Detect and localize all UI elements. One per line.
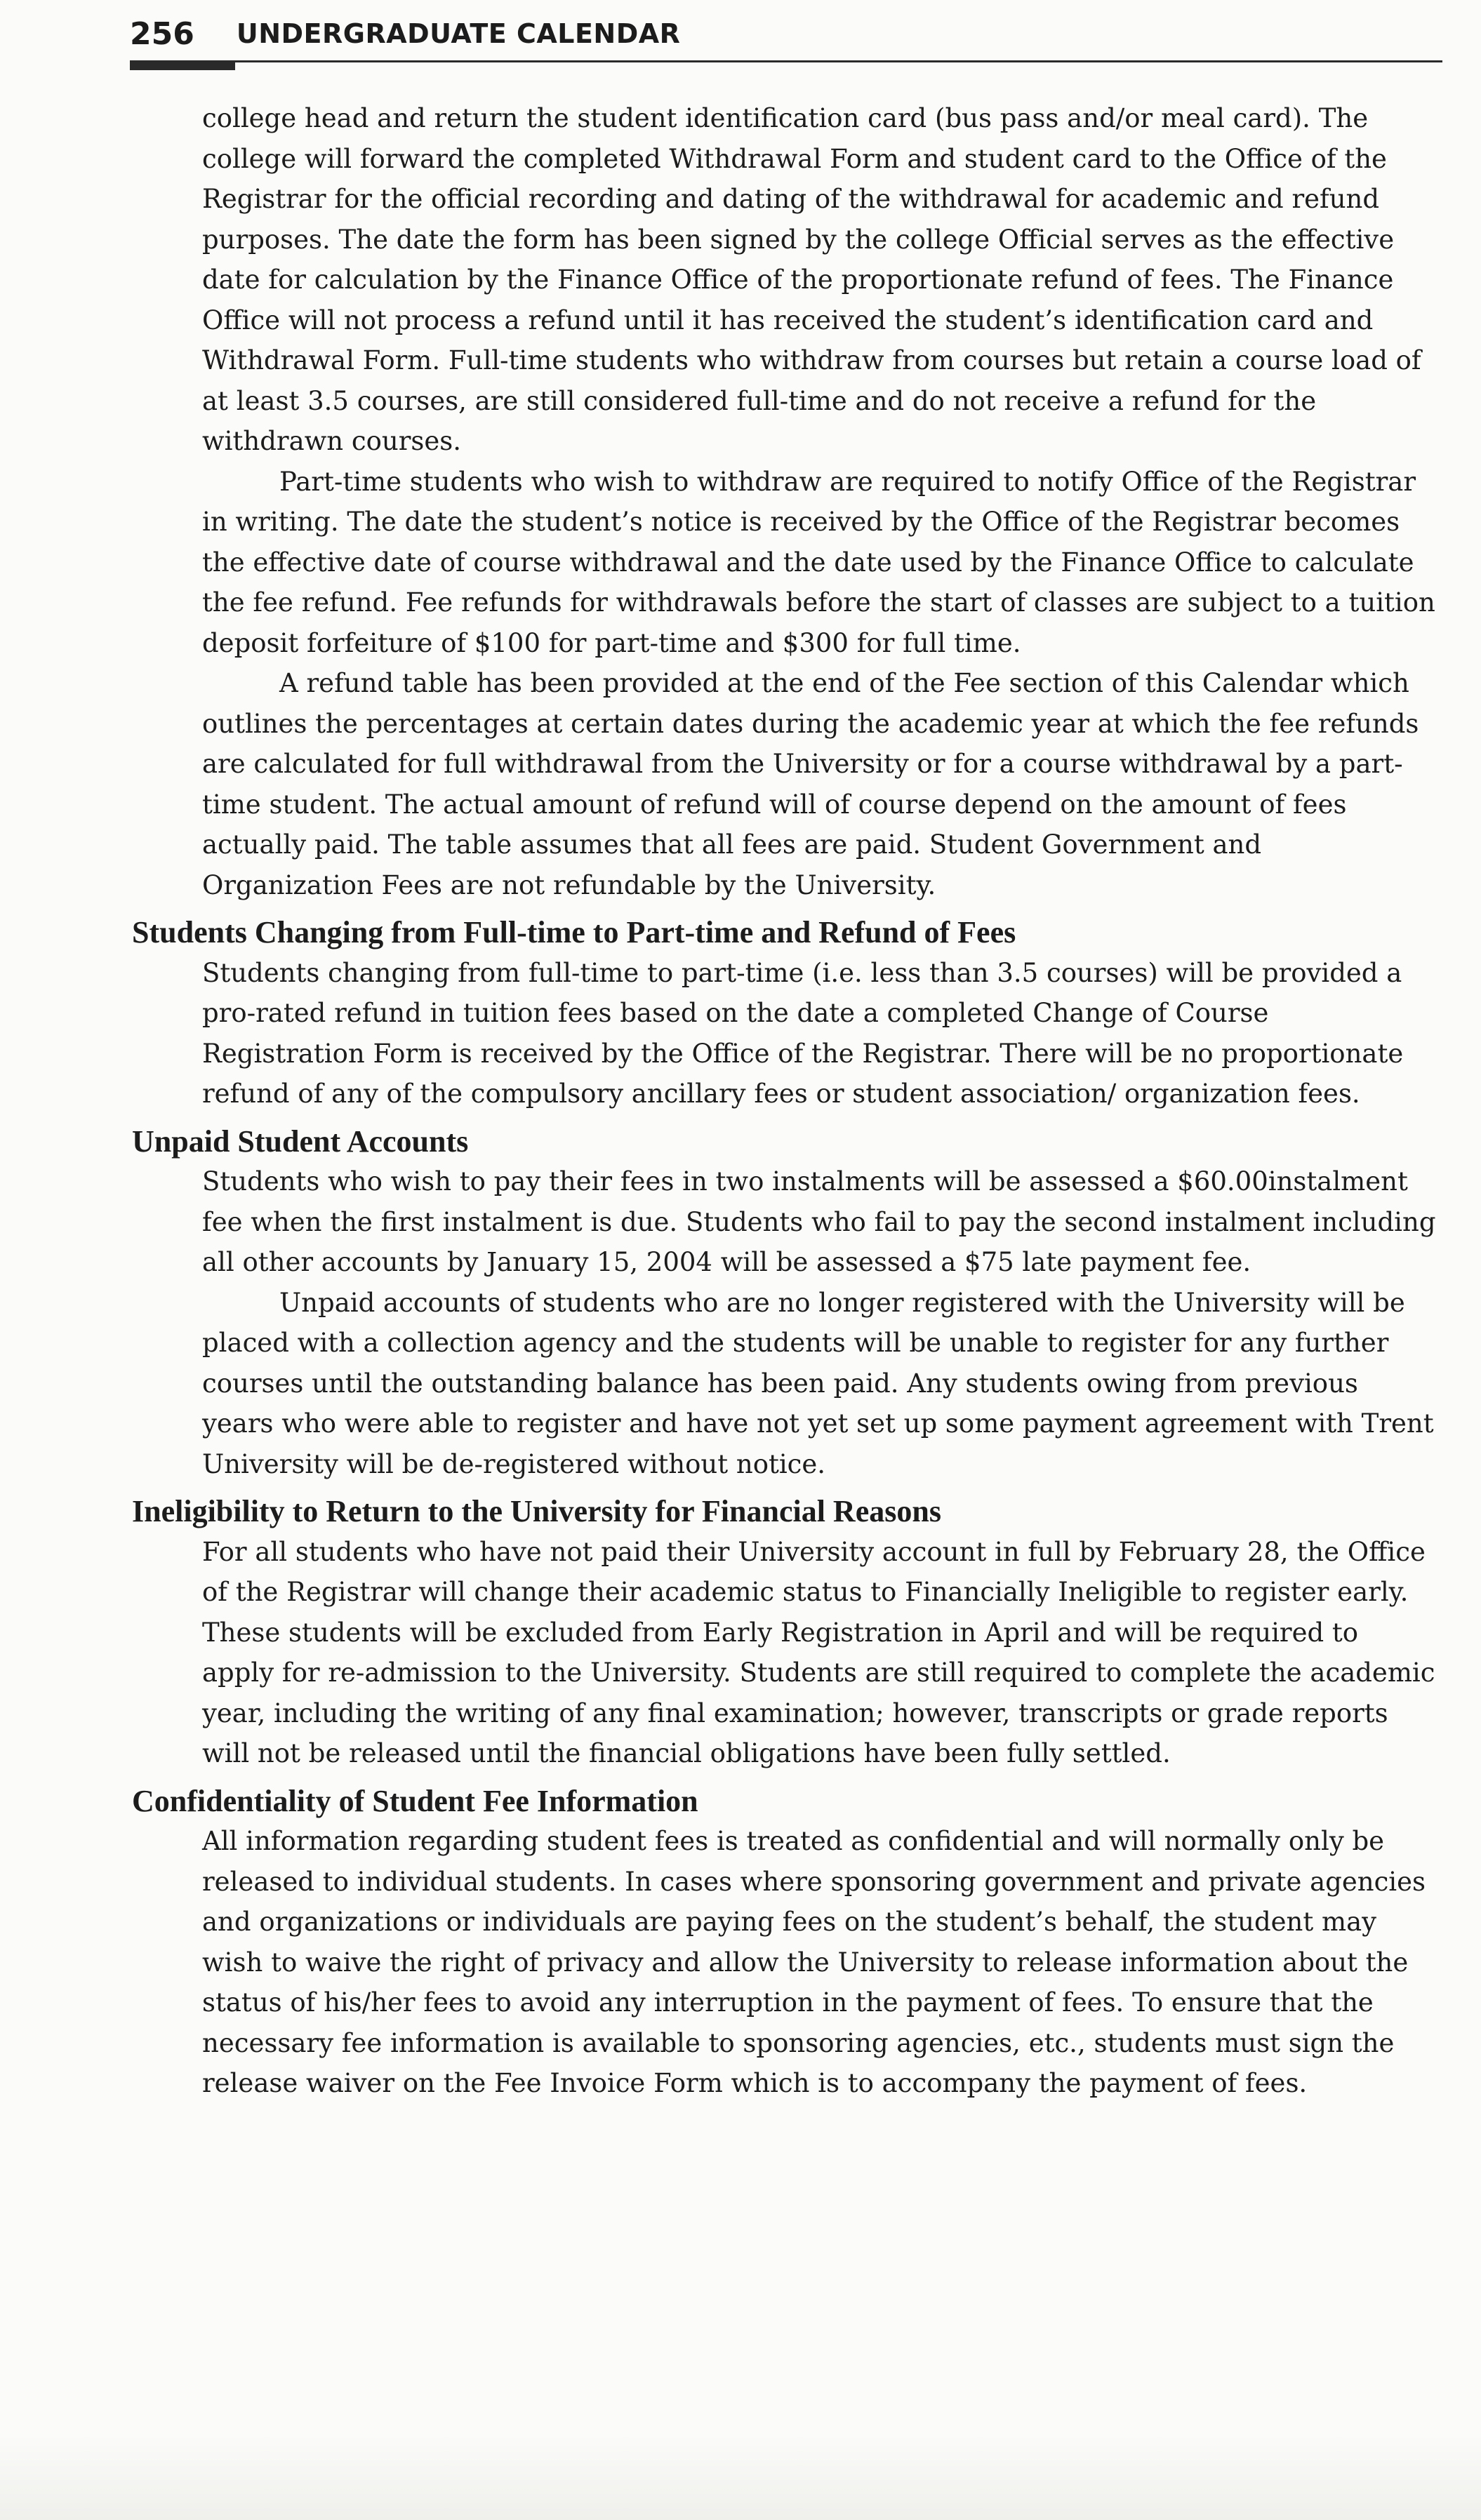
section-paragraph: All information regarding student fees is treated as confidential and will normally only be released to individual students. In cases where sponsoring government and private agencies and organizations or individuals are paying fees on the student’s behalf, the student may wish to waive the right of privacy and allow the University to release information about the status of his/her fees to avoid any interruption in the payment of fees. To ensure that the necessary fee information is available to sponsoring agencies, etc., students must sign the release waiver on the Fee Invoice Form which is to accompany the payment of fees. — [202, 1826, 1426, 2098]
section-heading: Confidentiality of Student Fee Information — [132, 1783, 698, 1818]
section-heading: Students Changing from Full-time to Part-time and Refund of Fees — [132, 915, 1016, 949]
intro-paragraph-2: Part-time students who wish to withdraw are required to notify Office of the Registrar in writing. The date the student’s notice is received by the Office of the Registrar becomes the effective date of course withdrawal and the date used by the Finance Office to calculate the fee refund. Fee refunds for withdrawals before the start of classes are subject to a tuition deposit forfeiture of $100 for part-time and $300 for full time. — [202, 466, 1435, 658]
section-confidentiality — [132, 1781, 1437, 2104]
section-paragraph: Students who wish to pay their fees in two instalments will be assessed a $60.00instalment fee when the first instalment is due. Students who fail to pay the second instalment including all other accounts by January 15, 2004 will be assessed a $75 late payment fee. — [202, 1166, 1436, 1277]
section-ineligibility — [132, 1491, 1437, 1774]
section-heading: Ineligibility to Return to the University for Financial Reasons — [132, 1494, 941, 1528]
page-content — [132, 98, 1437, 2104]
header-rule — [130, 60, 1442, 62]
header-rule-accent — [130, 60, 235, 70]
section-paragraph: Unpaid accounts of students who are no longer registered with the University will be placed with a collection agency and the students will be unable to register for any further courses until the outstanding balance has been paid. Any students owing from previous years who were able to register and have not yet set up some payment agreement with Trent University will be de-registered without notice. — [202, 1287, 1434, 1479]
intro-paragraph-1: college head and return the student identification card (bus pass and/or meal card). The college will forward the completed Withdrawal Form and student card to the Office of the Registrar for the official recording and dating of the withdrawal for academic and refund purposes. The date the form has been signed by the college Official serves as the effective date for calculation by the Finance Office of the proportionate refund of fees. The Finance Office will not process a refund until it has received the student’s identification card and Withdrawal Form. Full-time students who withdraw from courses but retain a course load of at least 3.5 courses, are still considered full-time and do not receive a refund for the withdrawn courses. — [202, 103, 1421, 456]
section-unpaid-accounts — [132, 1121, 1437, 1485]
section-paragraph: Students changing from full-time to part-time (i.e. less than 3.5 courses) will be provided a pro-rated refund in tuition fees based on the date a completed Change of Course Registration Form is received by the Office of the Registrar. There will be no proportionate refund of any of the compulsory ancillary fees or student association/ organization fees. — [202, 957, 1404, 1109]
section-full-to-part-time — [132, 912, 1437, 1114]
running-title: UNDERGRADUATE CALENDAR — [236, 18, 681, 49]
section-heading: Unpaid Student Accounts — [132, 1124, 469, 1159]
page-bottom-margin — [0, 2435, 1481, 2520]
section-paragraph: For all students who have not paid their University account in full by February 28, the Office of the Registrar will change their academic status to Financially Ineligible to register early. These students will be excluded from Early Registration in April and will be required to apply for re-admission to the University. Students are still required to complete the academic year, including the writing of any final examination; however, transcripts or grade reports will not be released until the financial obligations have been fully settled. — [202, 1536, 1435, 1768]
running-head — [130, 6, 680, 62]
intro-paragraph-3: A refund table has been provided at the end of the Fee section of this Calendar which outlines the percentages at certain dates during the academic year at which the fee refunds are calculated for full withdrawal from the University or for a course withdrawal by a part-time student. The actual amount of refund will of course depend on the amount of fees actually paid. The table assumes that all fees are paid. Student Government and Organization Fees are not refundable by the University. — [202, 668, 1419, 900]
page-number: 256 — [130, 15, 194, 52]
